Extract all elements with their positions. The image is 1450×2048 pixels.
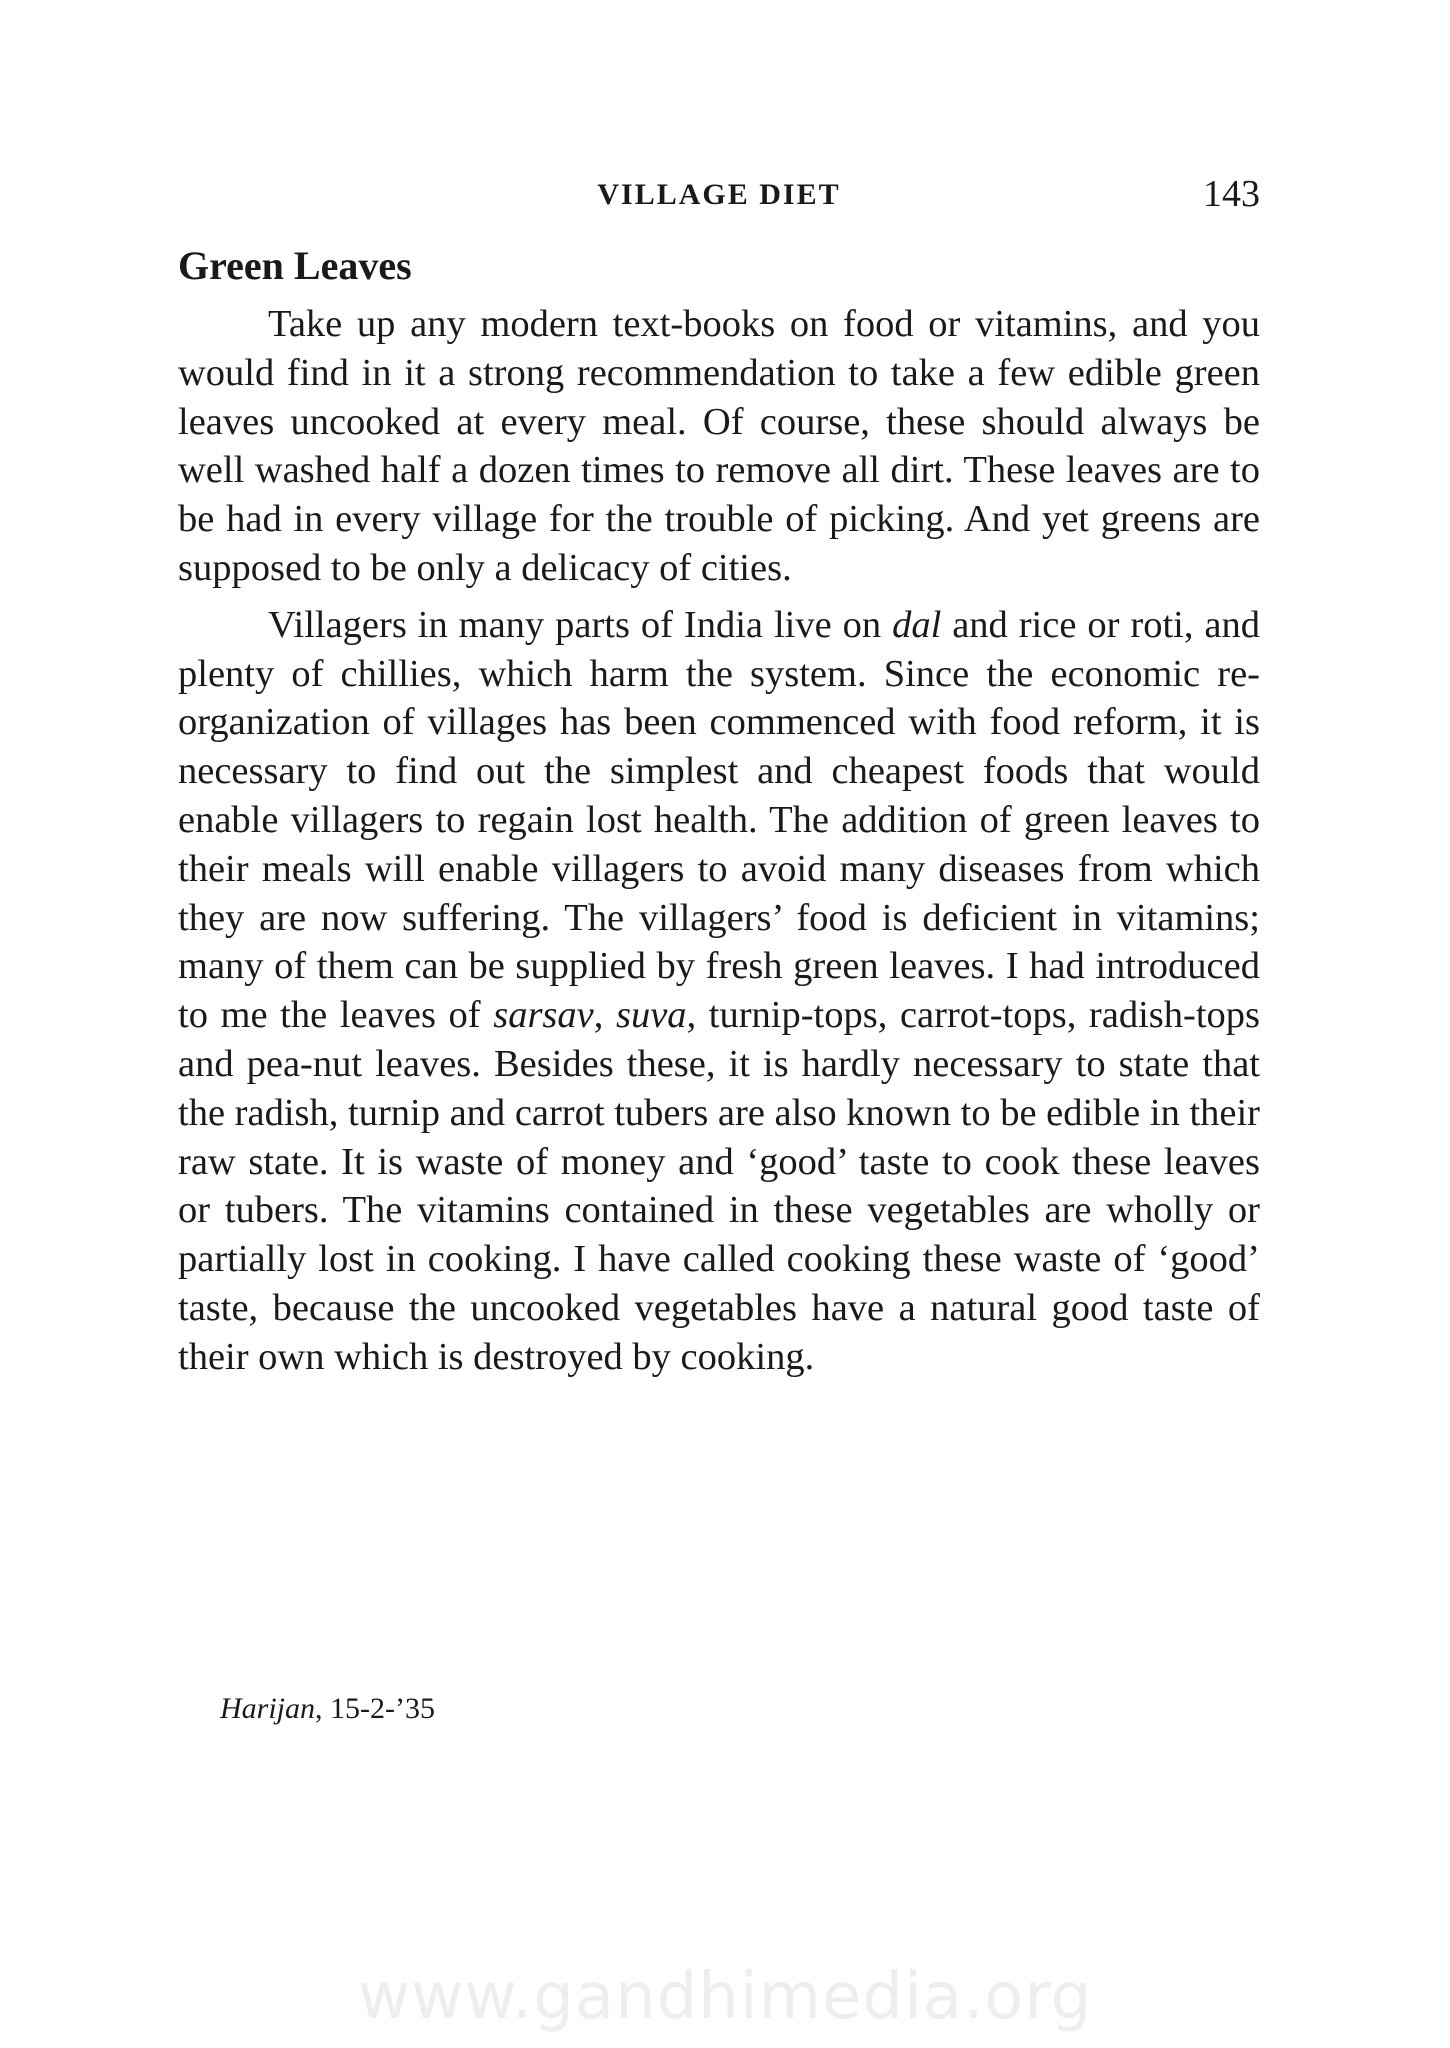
italic-term: suva bbox=[615, 994, 687, 1037]
source-date: , 15-2-’35 bbox=[315, 1692, 435, 1725]
running-head bbox=[178, 172, 1260, 222]
paragraph bbox=[178, 601, 1260, 1382]
italic-term: sarsav bbox=[493, 994, 594, 1037]
text-run: , bbox=[593, 994, 616, 1037]
text-run: Villagers in many parts of India live on bbox=[268, 603, 893, 646]
italic-term: dal bbox=[892, 603, 942, 646]
page-number: 143 bbox=[1203, 173, 1260, 215]
paragraph bbox=[178, 300, 1260, 593]
text-run: , turnip-tops, carrot-tops, radish-tops and pea-nut leaves. Besides these, it is hardly necessary to state that the radish, turnip and carrot tubers are also known to be edible in their raw state. It is waste of money and ‘good’ taste to cook these leaves or tubers. The vitamins contained in these vegetables are wholly or partially lost in cooking. I have called cooking these waste of ‘good’ taste, because the uncooked vegetables have a natural good taste of their own which is destroyed by cooking. bbox=[178, 994, 1261, 1378]
source-publication: Harijan bbox=[220, 1692, 316, 1725]
section-heading: Green Leaves bbox=[178, 243, 412, 288]
body-text bbox=[178, 300, 1260, 1390]
text-run: and rice or roti, and plenty of chillies, which harm the system. Since the economic re-organization of villages has been commenced with food reform, it is necessary to find out the simplest and cheapest foods that would enable villagers to regain lost health. The addition of green leaves to their meals will enable villagers to avoid many diseases from which they are now suffering. The villagers’ food is deficient in vitamins; many of them can be supplied by fresh green leaves. I had introduced to me the leaves of bbox=[178, 603, 1260, 1037]
running-title: VILLAGE DIET bbox=[597, 178, 841, 211]
source-citation bbox=[220, 1692, 435, 1726]
text-run: Take up any modern text-books on food or vitamins, and you would find in it a strong recommendation to take a few edible green leaves uncooked at every meal. Of course, these should always be well washed half a dozen times to remove all dirt. These leaves are to be had in every village for the trouble of picking. And yet greens are supposed to be only a delicacy of cities. bbox=[178, 303, 1260, 589]
watermark: www.gandhimedia.org bbox=[357, 1960, 1093, 2034]
